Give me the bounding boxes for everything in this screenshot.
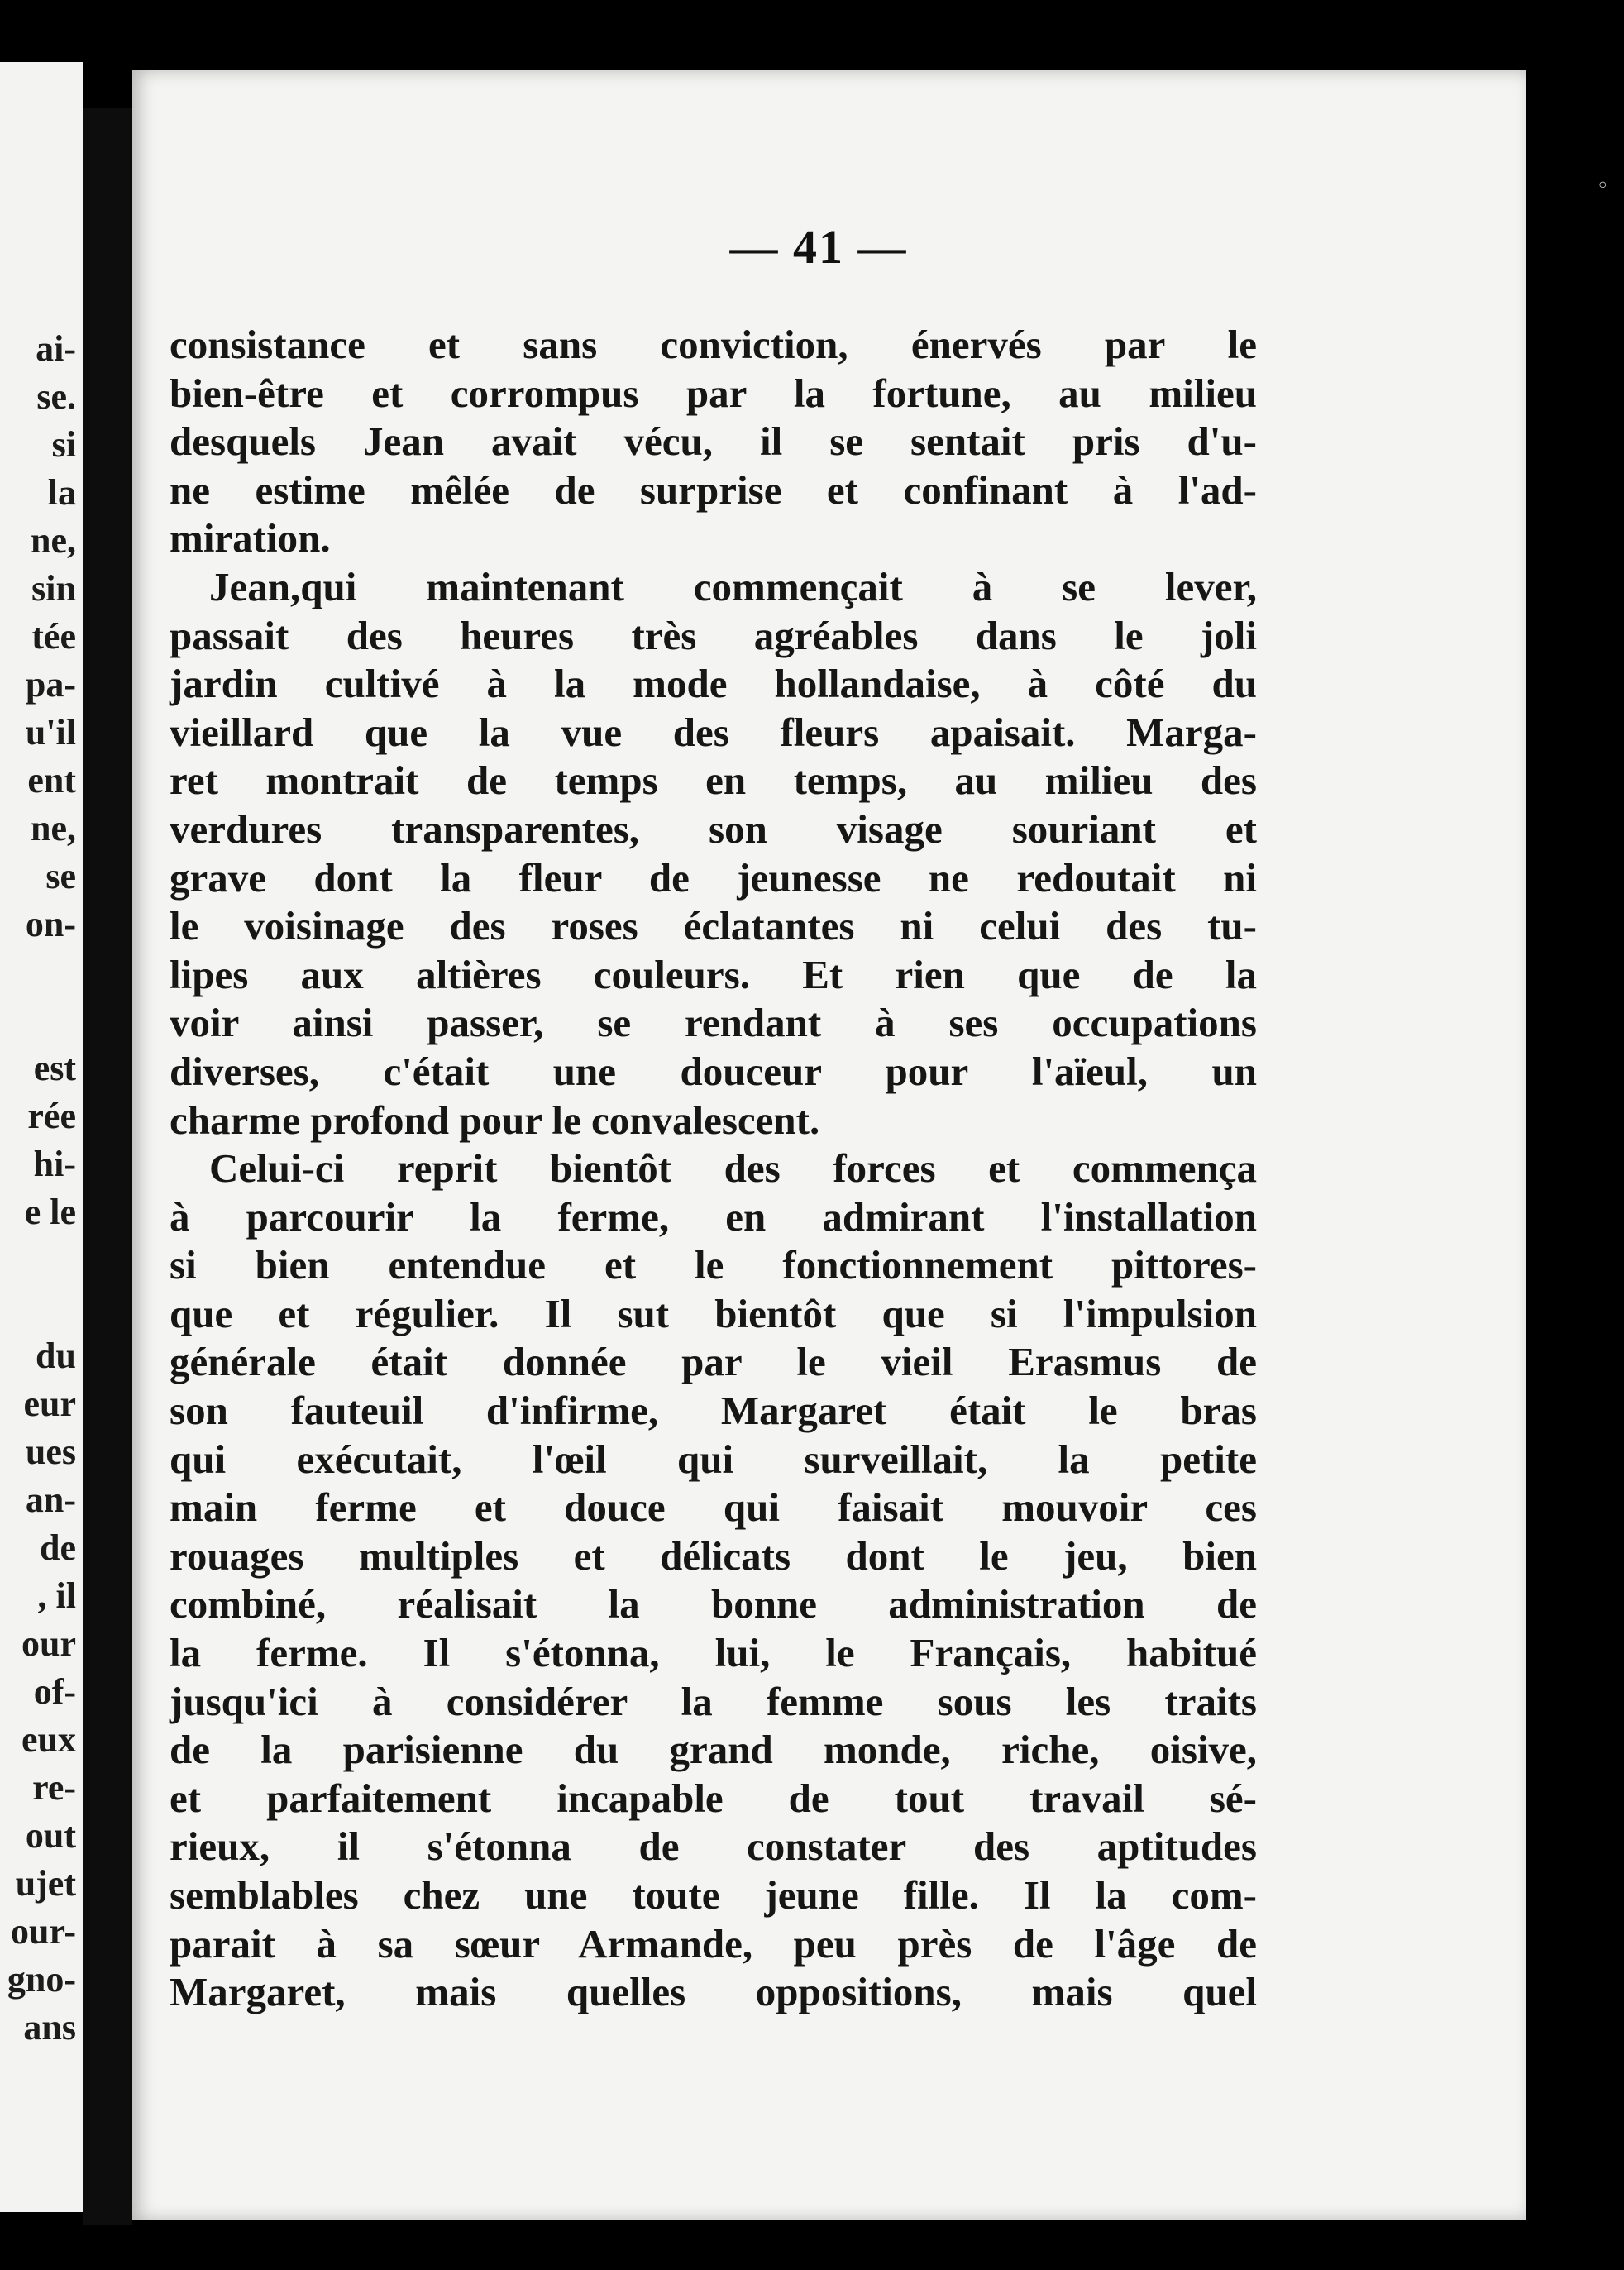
text-line: diverses, c'était une douceur pour l'aïeul, un xyxy=(170,1048,1257,1094)
text-line: grave dont la fleur de jeunesse ne redoutait ni xyxy=(170,854,1257,901)
text-line: ret montrait de temps en temps, au milieu des xyxy=(170,757,1257,804)
left-fragment-line: ne, xyxy=(31,808,76,848)
left-fragment-line: pa- xyxy=(25,664,76,705)
text-line: le voisinage des roses éclatantes ni celui des tu- xyxy=(170,903,1257,949)
text-line: consistance et sans conviction, énervés par le xyxy=(170,322,1257,367)
left-fragment-gap xyxy=(0,949,76,1044)
text-line: jardin cultivé à la mode hollandaise, à côté du xyxy=(170,661,1257,707)
text-line: si bien entendue et le fonctionnement pittores- xyxy=(170,1242,1257,1288)
left-fragment-line: ent xyxy=(27,760,76,800)
left-fragment-line: du xyxy=(36,1336,76,1376)
left-fragment-line: on- xyxy=(25,904,76,944)
text-line: jusqu'ici à considérer la femme sous les traits xyxy=(170,1678,1257,1724)
text-line: son fauteuil d'infirme, Margaret était le bras xyxy=(170,1388,1257,1434)
left-fragment-line: rée xyxy=(27,1096,76,1136)
text-line: combiné, réalisait la bonne administration de xyxy=(170,1581,1257,1627)
left-page-text-fragments xyxy=(0,325,76,2052)
left-fragment-line: se. xyxy=(36,376,76,417)
scan-dark-edge xyxy=(1526,0,1624,2270)
left-fragment-line: tée xyxy=(31,616,76,657)
left-fragment-line: out xyxy=(25,1815,76,1856)
left-fragment-line: ai- xyxy=(36,328,76,369)
left-fragment-line: u'il xyxy=(25,712,76,753)
left-fragment-line: est xyxy=(33,1048,76,1088)
left-fragment-line: de xyxy=(40,1527,76,1568)
left-facing-page xyxy=(0,62,83,2212)
scan-edge-mark: ◦ xyxy=(1596,174,1609,198)
left-fragment-line: la xyxy=(47,472,76,513)
left-fragment-line: our- xyxy=(10,1911,76,1952)
text-line: générale était donnée par le vieil Erasmus de xyxy=(170,1339,1257,1385)
left-fragment-line: si xyxy=(51,424,76,465)
page-number: — 41 — xyxy=(729,220,908,274)
text-line: de la parisienne du grand monde, riche, oisive, xyxy=(170,1727,1257,1773)
paragraph xyxy=(170,321,1257,563)
text-line: bien-être et corrompus par la fortune, au milieu xyxy=(170,370,1257,416)
text-line: desquels Jean avait vécu, il se sentait pris d'u- xyxy=(170,418,1257,465)
book-binding-gutter xyxy=(83,108,132,2225)
left-fragment-line: ues xyxy=(25,1431,76,1472)
text-line: qui exécutait, l'œil qui surveillait, la petite xyxy=(170,1436,1257,1482)
left-fragment-line: eux xyxy=(21,1719,76,1760)
text-line: lipes aux altières couleurs. Et rien que de la xyxy=(170,951,1257,997)
left-fragment-line: sin xyxy=(31,568,76,609)
text-line: parait à sa sœur Armande, peu près de l'âge de xyxy=(170,1920,1257,1967)
text-line: ne estime mêlée de surprise et confinant à l'ad- xyxy=(170,466,1257,513)
left-fragment-gap xyxy=(0,1236,76,1332)
text-line: et parfaitement incapable de tout travail sé- xyxy=(170,1775,1257,1821)
text-line: passait des heures très agréables dans le joli xyxy=(170,612,1257,658)
left-fragment-line: ans xyxy=(23,2007,76,2048)
left-fragment-line: ujet xyxy=(15,1863,76,1904)
left-fragment-line: ne, xyxy=(31,520,76,561)
text-line: miration. xyxy=(170,515,331,562)
left-fragment-line: our xyxy=(21,1623,76,1664)
page-text-body xyxy=(170,321,1257,2017)
text-line: la ferme. Il s'étonna, lui, le Français, habitué xyxy=(170,1630,1257,1676)
left-fragment-line: e le xyxy=(24,1192,76,1232)
paragraph xyxy=(170,563,1257,1145)
left-fragment-line: gno- xyxy=(7,1959,76,2000)
left-fragment-line: eur xyxy=(23,1384,76,1424)
text-line: Jean,qui maintenant commençait à se lever, xyxy=(209,563,1257,609)
text-line: que et régulier. Il sut bientôt que si l'impulsion xyxy=(170,1290,1257,1336)
left-fragment-line: of- xyxy=(33,1671,76,1712)
text-line: Margaret, mais quelles oppositions, mais quel xyxy=(170,1969,1257,2015)
text-line: main ferme et douce qui faisait mouvoir ces xyxy=(170,1484,1257,1531)
text-line: voir ainsi passer, se rendant à ses occupations xyxy=(170,1000,1257,1046)
text-line: Celui-ci reprit bientôt des forces et commença xyxy=(209,1145,1257,1192)
book-page xyxy=(132,70,1526,2220)
text-line: verdures transparentes, son visage souriant et xyxy=(170,805,1257,852)
text-line: charme profond pour le convalescent. xyxy=(170,1097,820,1143)
left-fragment-line: an- xyxy=(25,1479,76,1520)
left-fragment-line: re- xyxy=(32,1767,76,1808)
text-line: semblables chez une toute jeune fille. Il la com- xyxy=(170,1872,1257,1918)
left-fragment-line: hi- xyxy=(33,1144,76,1184)
text-line: rouages multiples et délicats dont le jeu, bien xyxy=(170,1532,1257,1579)
text-line: rieux, il s'étonna de constater des aptitudes xyxy=(170,1823,1257,1870)
text-line: vieillard que la vue des fleurs apaisait. Marga- xyxy=(170,709,1257,755)
left-fragment-line: se xyxy=(45,856,76,896)
text-line: à parcourir la ferme, en admirant l'installation xyxy=(170,1193,1257,1240)
left-fragment-line: , il xyxy=(37,1575,76,1616)
paragraph xyxy=(170,1145,1257,2017)
